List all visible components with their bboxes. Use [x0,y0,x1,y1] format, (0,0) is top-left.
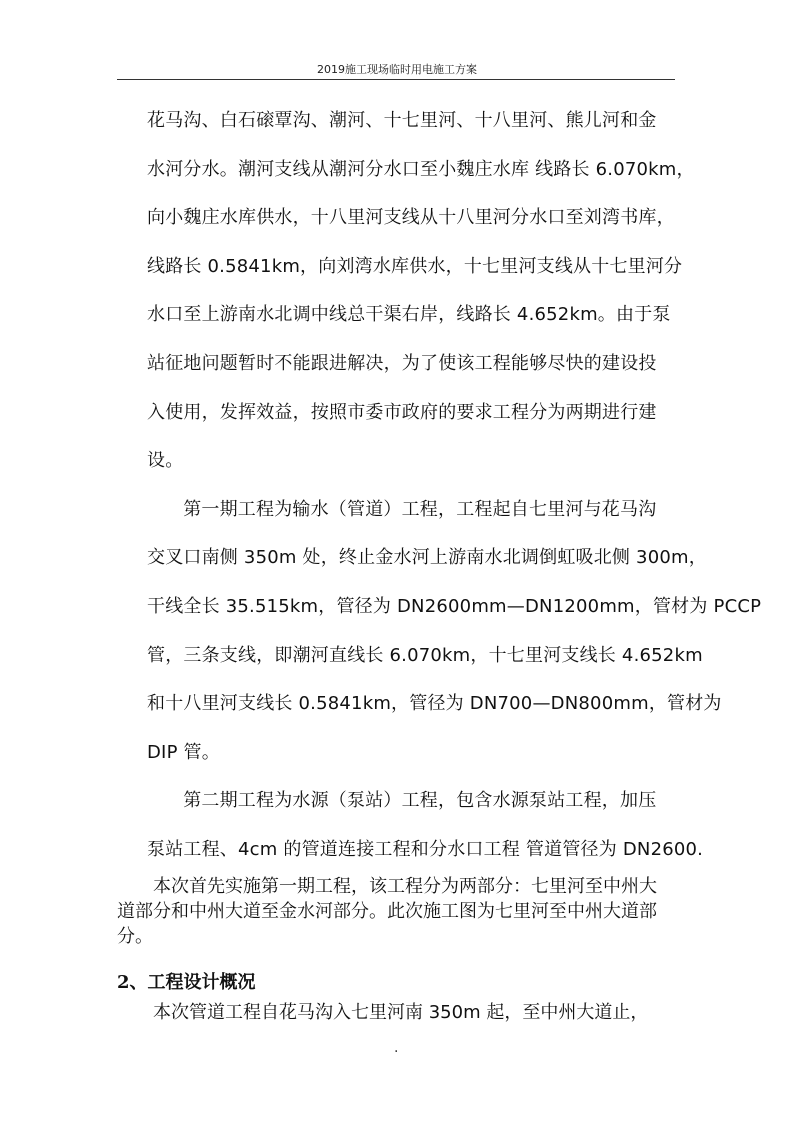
main-body [147,97,762,875]
page-header: 2019施工现场临时用电施工方案 [317,63,477,76]
body-line: 入使用，发挥效益，按照市委市政府的要求工程分为两期进行建 [147,401,657,423]
header-divider [117,79,675,80]
body-line: 设。 [147,450,184,472]
body-line: 泵站工程、4cm 的管道连接工程和分水口工程 管道管径为 DN2600. [147,838,704,860]
section-heading: 2、工程设计概况 [117,972,256,993]
body-line: 和十八里河支线长 0.5841km，管径为 DN700—DN800mm，管材为 [147,693,722,715]
body-line: DIP 管。 [147,741,220,763]
body-line: 水口至上游南水北调中线总干渠右岸，线路长 4.652km。由于泵 [147,304,671,326]
body-line: 水河分水。潮河支线从潮河分水口至小魏庄水库 线路长 6.070km， [147,158,695,180]
body-line: 干线全长 35.515km，管径为 DN2600mm—DN1200mm，管材为 PCCP [147,595,762,617]
summary-line: 分。 [117,926,153,947]
body-line: 线路长 0.5841km，向刘湾水库供水，十七里河支线从十七里河分 [147,255,683,277]
body-line: 花马沟、白石磙覃沟、潮河、十七里河、十八里河、熊儿河和金 [147,110,657,131]
body-line: 站征地问题暂时不能跟进解决，为了使该工程能够尽快的建设投 [147,352,657,374]
design-line: 本次管道工程自花马沟入七里河南 350m 起，至中州大道止， [135,1002,649,1023]
body-line: 交叉口南侧 350m 处，终止金水河上游南水北调倒虹吸北侧 300m， [147,547,707,569]
summary-line: 道部分和中州大道至金水河部分。此次施工图为七里河至中州大道部 [117,901,657,922]
body-line: 向小魏庄水库供水，十八里河支线从十八里河分水口至刘湾书库， [147,207,675,229]
summary-line: 本次首先实施第一期工程，该工程分为两部分：七里河至中州大 [135,876,657,897]
design-paragraph [117,1000,677,1025]
page-marker: . [394,1040,399,1056]
body-line: 第二期工程为水源（泵站）工程，包含水源泵站工程，加压 [165,790,657,812]
body-line: 管，三条支线，即潮河直线长 6.070km，十七里河支线长 4.652km [147,644,703,666]
summary-paragraph [117,874,677,949]
body-line: 第一期工程为输水（管道）工程，工程起自七里河与花马沟 [165,498,657,520]
